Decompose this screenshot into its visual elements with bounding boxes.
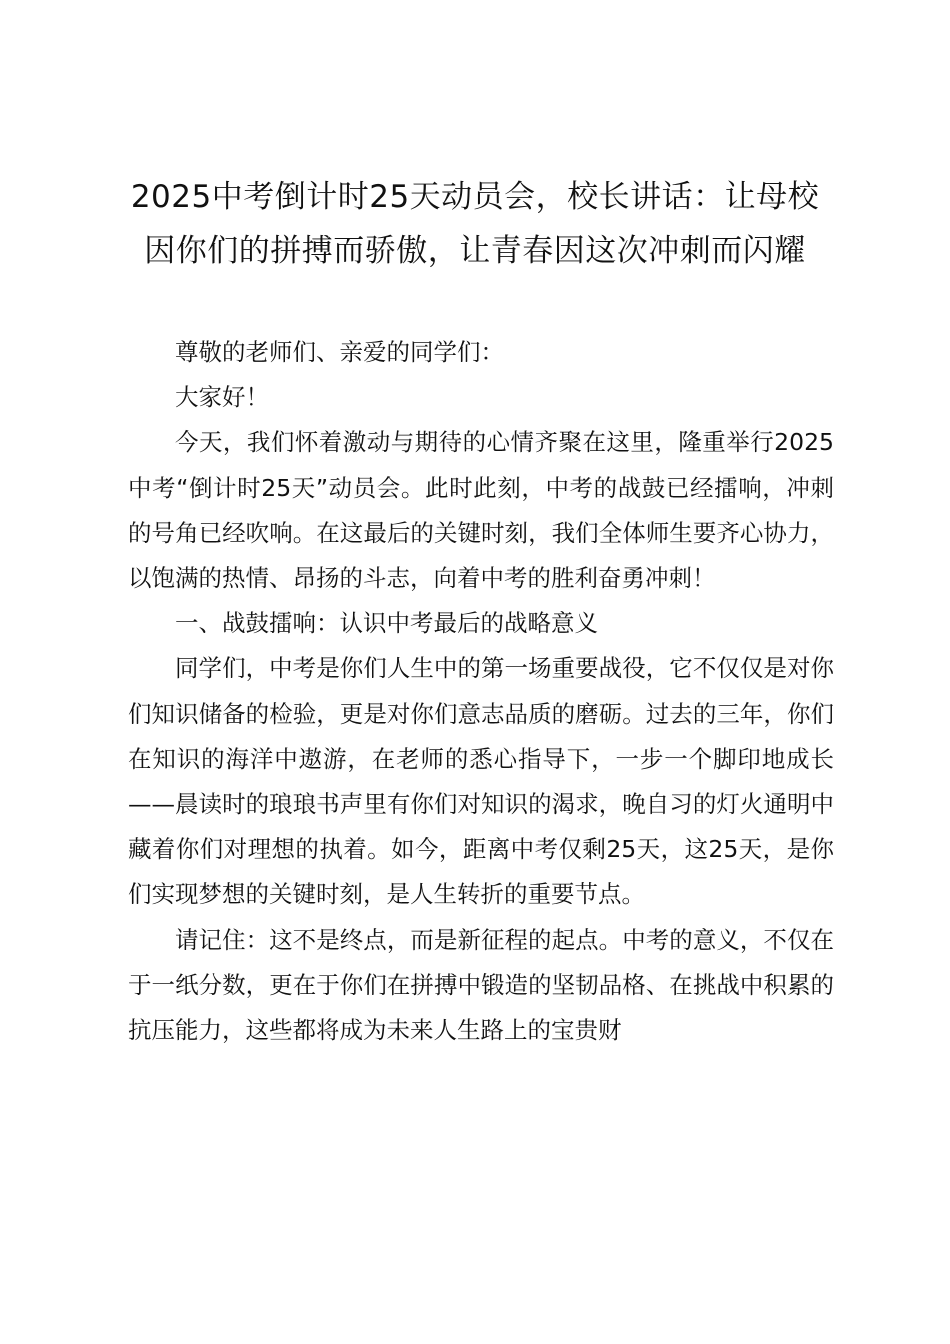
paragraph-greeting: 大家好！ (175, 383, 269, 412)
paragraph-section-1: 同学们，中考是你们人生中的第一场重要战役，它不仅仅是对你们知识储备的检验，更是对你们意志品质的磨砺。过去的三年，你们在知识的海洋中遨游，在老师的悉心指导下，一步一个脚印地成长——晨读时的琅琅书声里有你们对知识的渴求，晚自习的灯火通明中藏着你们对理想的执着。如今，距离中考仅剩25天，这25天，是你们实现梦想的关键时刻，是人生转折的重要节点。 (128, 654, 834, 909)
section-heading-1: 一、战鼓擂响：认识中考最后的战略意义 (175, 609, 598, 638)
paragraph-salutation: 尊敬的老师们、亲爱的同学们： (175, 338, 504, 366)
document-body (128, 330, 834, 1053)
document-title: 2025中考倒计时25天动员会，校长讲话：让母校因你们的拼搏而骄傲，让青春因这次冲刺而闪耀 (130, 179, 820, 269)
paragraph-intro: 今天，我们怀着激动与期待的心情齐聚在这里，隆重举行2025中考“倒计时25天”动员会。此时此刻，中考的战鼓已经擂响，冲刺的号角已经吹响。在这最后的关键时刻，我们全体师生要齐心协力，以饱满的热情、昂扬的斗志，向着中考的胜利奋勇冲刺！ (128, 428, 834, 593)
paragraph-reminder: 请记住：这不是终点，而是新征程的起点。中考的意义，不仅在于一纸分数，更在于你们在拼搏中锻造的坚韧品格、在挑战中积累的抗压能力，这些都将成为未来人生路上的宝贵财 (128, 925, 834, 1045)
